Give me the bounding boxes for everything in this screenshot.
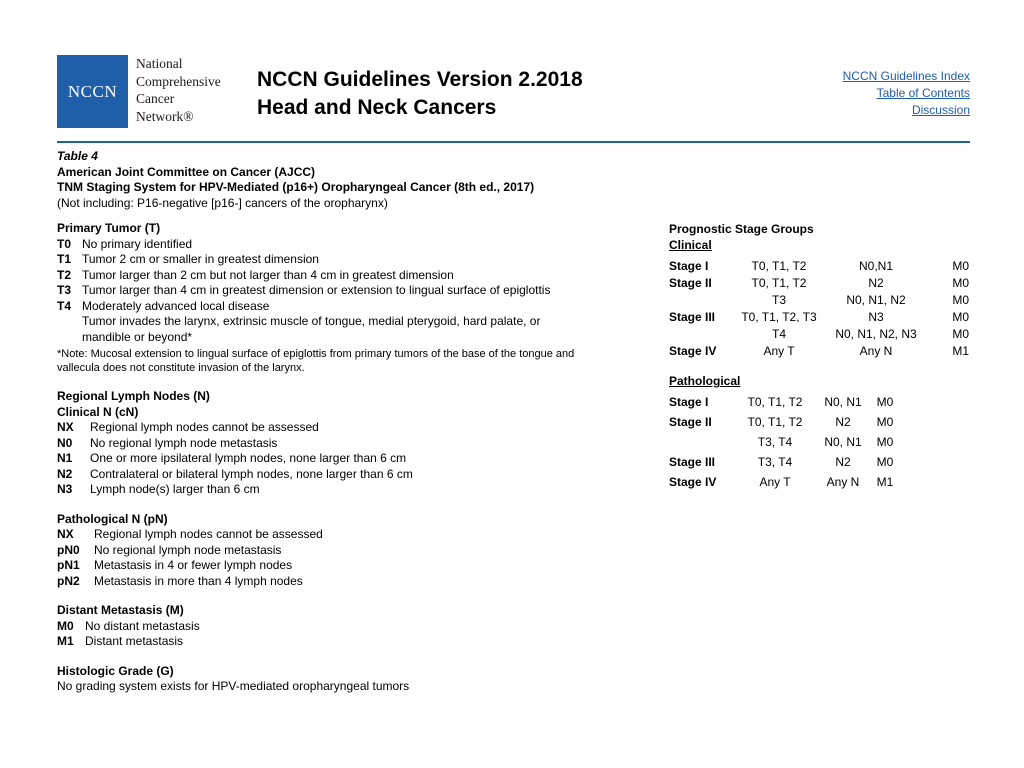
stage-cell: Stage IV	[669, 474, 717, 489]
n-cell: N2	[835, 414, 851, 429]
n-cell: N2	[868, 275, 884, 290]
m-cell: M1	[952, 343, 969, 358]
code: T4	[57, 298, 72, 313]
stage-cell: Stage IV	[669, 343, 717, 358]
list-item	[57, 482, 647, 498]
stage-cell	[669, 433, 735, 453]
stage-cell	[669, 326, 735, 343]
list-item	[57, 237, 647, 253]
heading-tnm: TNM Staging System for HPV-Mediated (p16+) Oropharyngeal Cancer (8th ed., 2017)	[57, 180, 535, 194]
org-name-line: Network®	[136, 108, 194, 124]
list-item	[57, 634, 647, 650]
code: N2	[57, 466, 73, 481]
code: N0	[57, 435, 73, 450]
title-block	[257, 66, 583, 122]
n-cell: N2	[835, 454, 851, 469]
t4-continuation: Tumor invades the larynx, extrinsic muscle of tongue, medial pterygoid, hard palate, or	[82, 314, 541, 328]
page-title: NCCN Guidelines Version 2.2018	[257, 68, 583, 91]
org-name-line: Cancer	[136, 91, 175, 106]
m-cell: M0	[876, 394, 894, 409]
list-item	[57, 268, 647, 284]
t-cell: T0, T1, T2	[747, 394, 803, 409]
t-cell: T0, T1, T2	[751, 275, 807, 290]
definition: One or more ipsilateral lymph nodes, none larger than 6 cm	[90, 451, 407, 465]
table-row	[669, 258, 969, 275]
code: T3	[57, 283, 72, 297]
org-name-line: National	[136, 56, 183, 71]
list-item	[57, 543, 647, 559]
stage-cell	[669, 292, 735, 309]
table-row	[669, 292, 969, 309]
stage-cell: Stage III	[669, 309, 716, 324]
code: M0	[57, 618, 74, 633]
table-row	[669, 343, 969, 360]
table-row	[669, 433, 899, 453]
list-item	[57, 558, 647, 574]
t-cell: T3, T4	[757, 434, 793, 449]
list-item	[57, 574, 647, 590]
discussion-link[interactable]: Discussion	[911, 103, 970, 117]
table-row	[669, 413, 899, 433]
list-item	[57, 252, 647, 268]
code: NX	[57, 527, 74, 541]
footnote: *Note: Mucosal extension to lingual surface of epiglottis from primary tumors of the base of the tongue and	[57, 348, 575, 360]
code: T2	[57, 267, 72, 282]
list-item	[57, 467, 647, 483]
page-subtitle: Head and Neck Cancers	[257, 96, 497, 119]
regional-title: Regional Lymph Nodes (N)	[57, 389, 210, 403]
t-cell: T4	[771, 326, 786, 341]
grade-title: Histologic Grade (G)	[57, 663, 174, 678]
m-cell: M0	[952, 292, 969, 307]
definition: Distant metastasis	[85, 634, 184, 648]
m-cell: M0	[952, 258, 969, 273]
definition: Tumor larger than 4 cm in greatest dimension or extension to lingual surface of epiglottis	[82, 283, 551, 297]
list-item	[57, 283, 647, 299]
definition: Metastasis in more than 4 lymph nodes	[94, 573, 303, 588]
prognostic-title: Prognostic Stage Groups	[669, 222, 814, 236]
definition: Metastasis in 4 or fewer lymph nodes	[94, 558, 293, 572]
stage-cell: Stage I	[669, 258, 709, 273]
definition: Tumor 2 cm or smaller in greatest dimension	[82, 252, 319, 266]
list-item	[57, 619, 647, 635]
clinical-label: Clinical	[669, 237, 712, 252]
list-item	[57, 436, 647, 452]
prognostic-stage-groups	[669, 222, 969, 493]
heading-ajcc: American Joint Committee on Cancer (AJCC)	[57, 164, 316, 179]
table-row	[669, 309, 969, 326]
m-cell: M0	[952, 309, 969, 324]
code: T0	[57, 236, 72, 251]
table-row	[669, 453, 899, 473]
logo-text: NCCN	[67, 81, 118, 101]
n-cell: N0, N1, N2, N3	[835, 326, 917, 341]
header-divider	[57, 141, 970, 143]
n-cell: N0,N1	[858, 258, 893, 273]
table-row	[669, 473, 899, 493]
n-cell: N0, N1, N2	[846, 292, 906, 307]
t4-continuation: mandible or beyond*	[82, 329, 193, 344]
guidelines-index-link[interactable]: NCCN Guidelines Index	[842, 69, 970, 83]
heading-exclusion: (Not including: P16-negative [p16-] cancers of the oropharynx)	[57, 195, 388, 210]
definition: No distant metastasis	[85, 618, 200, 633]
nav-links	[843, 68, 970, 119]
list-item	[57, 420, 647, 436]
distant-title: Distant Metastasis (M)	[57, 603, 184, 617]
code: T1	[57, 252, 72, 266]
t-cell: Any T	[763, 343, 795, 358]
t-cell: T0, T1, T2, T3	[741, 309, 817, 324]
code: NX	[57, 420, 74, 434]
list-item	[57, 299, 647, 315]
n-cell: N3	[868, 309, 884, 324]
m-cell: M0	[876, 454, 894, 469]
list-item	[57, 451, 647, 467]
code: N1	[57, 451, 73, 465]
t-cell: Any T	[759, 474, 791, 489]
table-row	[669, 393, 899, 413]
definition: No regional lymph node metastasis	[94, 542, 282, 557]
list-item	[57, 527, 647, 543]
definition: No regional lymph node metastasis	[90, 435, 278, 450]
m-cell: M0	[876, 414, 894, 429]
m-cell: M0	[952, 326, 969, 341]
code: N3	[57, 482, 73, 496]
pathological-label: Pathological	[669, 374, 741, 388]
code: pN0	[57, 542, 80, 557]
stage-cell: Stage III	[669, 454, 716, 469]
n-cell: N0, N1	[824, 434, 862, 449]
stage-cell: Stage II	[669, 414, 712, 429]
definition: No primary identified	[82, 236, 193, 251]
table-of-contents-link[interactable]: Table of Contents	[876, 86, 970, 100]
m-cell: M1	[876, 474, 894, 489]
organization-name	[136, 55, 221, 125]
n-cell: Any N	[859, 343, 893, 358]
pathological-stage-table	[669, 393, 899, 493]
table-row	[669, 275, 969, 292]
table-row	[669, 326, 969, 343]
code: pN2	[57, 573, 80, 588]
definition: Lymph node(s) larger than 6 cm	[90, 482, 260, 496]
clinical-n-title: Clinical N (cN)	[57, 404, 139, 419]
org-name-line: Comprehensive	[136, 73, 221, 89]
definition: Contralateral or bilateral lymph nodes, none larger than 6 cm	[90, 466, 413, 481]
grade-text: No grading system exists for HPV-mediated oropharyngeal tumors	[57, 679, 410, 693]
table-label: Table 4	[57, 149, 98, 163]
n-cell: N0, N1	[824, 394, 862, 409]
stage-cell: Stage I	[669, 394, 709, 409]
definition: Regional lymph nodes cannot be assessed	[94, 527, 323, 541]
m-cell: M0	[876, 434, 894, 449]
tnm-definitions	[57, 149, 647, 695]
stage-cell: Stage II	[669, 275, 712, 290]
code: pN1	[57, 558, 80, 572]
m-cell: M0	[952, 275, 969, 290]
clinical-stage-table	[669, 258, 969, 360]
t-cell: T0, T1, T2	[751, 258, 807, 273]
definition: Moderately advanced local disease	[82, 298, 270, 313]
code: M1	[57, 634, 74, 648]
n-cell: Any N	[826, 474, 860, 489]
t-cell: T3, T4	[757, 454, 793, 469]
t-cell: T3	[771, 292, 786, 307]
definition: Regional lymph nodes cannot be assessed	[90, 420, 319, 434]
primary-tumor-title: Primary Tumor (T)	[57, 221, 161, 235]
t-cell: T0, T1, T2	[747, 414, 803, 429]
pathological-n-title: Pathological N (pN)	[57, 511, 168, 526]
definition: Tumor larger than 2 cm but not larger than 4 cm in greatest dimension	[82, 267, 454, 282]
nccn-logo	[57, 55, 128, 128]
footnote: vallecula does not constitute invasion of the larynx.	[57, 362, 305, 374]
